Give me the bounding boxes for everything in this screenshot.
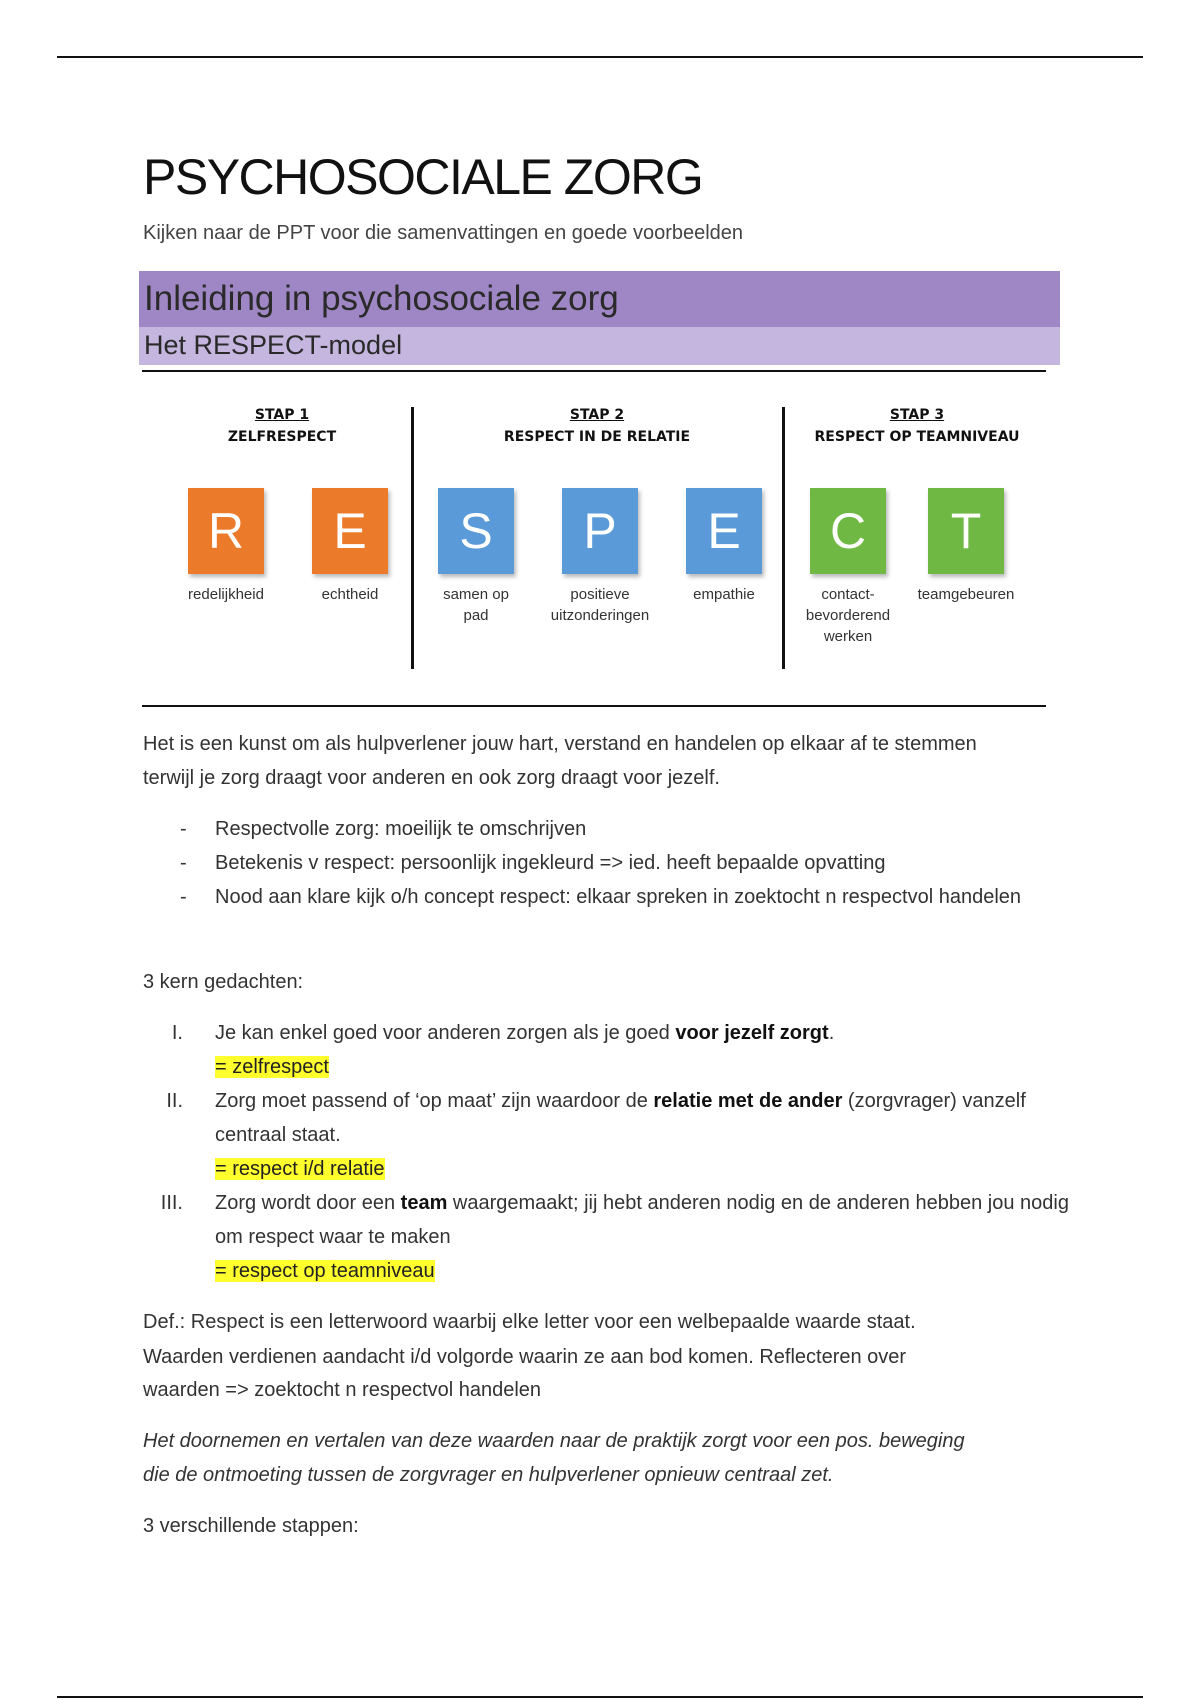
step-number: STAP 3 [889, 407, 945, 423]
definition-line: Waarden verdienen aandacht i/d volgorde waarin ze aan bod komen. Reflecteren over [143, 1346, 907, 1368]
heading-1: Inleiding in psychosociale zorg [144, 279, 619, 318]
list-item: - Nood aan klare kijk o/h concept respect: elkaar spreken in zoektocht n respectvol handelen [180, 886, 1022, 908]
bullet-list [143, 812, 1083, 914]
letter-tile-r: R [188, 488, 264, 574]
kern-list [143, 1016, 1083, 1288]
list-item: I. Je kan enkel goed voor anderen zorgen als je goed voor jezelf zorgt. = zelfrespect [171, 1022, 835, 1078]
letter-caption: teamgebeuren [917, 586, 1015, 603]
definition-line: Def.: Respect is een letterwoord waarbij elke letter voor een welbepaalde waarde staat. [143, 1311, 916, 1333]
kern-label: 3 kern gedachten: [143, 971, 304, 993]
highlight: = zelfrespect [215, 1056, 329, 1078]
highlight: = respect i/d relatie [215, 1158, 385, 1180]
highlight: = respect op teamniveau [215, 1260, 435, 1282]
letter-caption: samen op pad [443, 586, 509, 624]
step-number: STAP 2 [569, 407, 625, 423]
top-rule [57, 56, 1143, 58]
letter-tile-c: C [810, 488, 886, 574]
letter-caption: positieve uitzonderingen [550, 586, 650, 624]
list-item: III. Zorg wordt door een team waargemaakt; jij hebt anderen nodig en de anderen hebben jou nodig om respect waar te maken = respect op teamniveau [160, 1192, 1069, 1282]
heading-2: Het RESPECT-model [144, 330, 403, 360]
list-item: - Betekenis v respect: persoonlijk ingekleurd => ied. heeft bepaalde opvatting [180, 852, 886, 874]
page-title: PSYCHOSOCIALE ZORG [143, 149, 703, 205]
italic-line: Het doornemen en vertalen van deze waarden naar de praktijk zorgt voor een pos. beweging [143, 1430, 965, 1452]
subtitle: Kijken naar de PPT voor die samenvattingen en goede voorbeelden [143, 222, 744, 244]
step-name: ZELFRESPECT [227, 429, 337, 445]
italic-line: die de ontmoeting tussen de zorgvrager en hulpverlener opnieuw centraal zet. [143, 1464, 834, 1486]
bottom-rule [57, 1696, 1143, 1698]
letter-caption: echtheid [321, 586, 379, 603]
step-name: RESPECT OP TEAMNIVEAU [814, 429, 1020, 445]
respect-model-figure [142, 370, 1046, 707]
step-name: RESPECT IN DE RELATIE [503, 429, 691, 445]
step-number: STAP 1 [254, 407, 310, 423]
intro-line: terwijl je zorg draagt voor anderen en ook zorg draagt voor jezelf. [143, 767, 720, 789]
definition-line: waarden => zoektocht n respectvol handelen [143, 1379, 542, 1401]
step-2-header [442, 407, 752, 445]
letter-caption: redelijkheid [188, 586, 264, 603]
letter-tile-p: P [562, 488, 638, 574]
step-divider [782, 407, 785, 669]
letter-tile-t: T [928, 488, 1004, 574]
letter-caption: contact-bevorderend werken [805, 586, 891, 645]
steps-label: 3 verschillende stappen: [143, 1515, 359, 1537]
step-1-header [162, 407, 402, 445]
intro-line: Het is een kunst om als hulpverlener jouw hart, verstand en handelen op elkaar af te stemmen [143, 733, 977, 755]
list-item: II. Zorg moet passend of ‘op maat’ zijn waardoor de relatie met de ander (zorgvrager) vanzelf centraal staat. = respect i/d relatie [166, 1090, 1026, 1180]
letter-tile-e2: E [686, 488, 762, 574]
letter-tile-s: S [438, 488, 514, 574]
heading-2-band [139, 327, 1060, 365]
step-divider [411, 407, 414, 669]
step-3-header [797, 407, 1037, 445]
letter-caption: empathie [693, 586, 755, 603]
list-item: - Respectvolle zorg: moeilijk te omschrijven [180, 818, 587, 840]
heading-1-band [139, 271, 1060, 327]
letter-tile-e: E [312, 488, 388, 574]
